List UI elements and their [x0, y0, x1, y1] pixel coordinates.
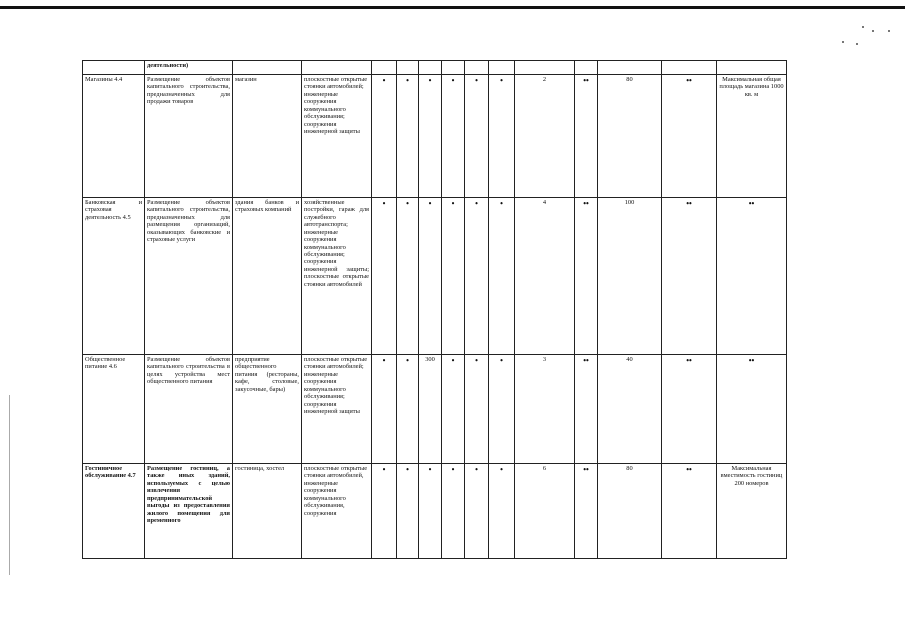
max-floors: 6	[515, 464, 575, 559]
param-cell: •	[465, 75, 489, 198]
param-cell: ••	[662, 75, 717, 198]
param-cell: •	[489, 355, 515, 464]
param-cell: •	[465, 355, 489, 464]
special-note: ••	[717, 198, 787, 355]
table-row	[83, 75, 787, 198]
param-cell: ••	[575, 75, 598, 198]
param-cell: •	[442, 355, 465, 464]
param-cell: •	[397, 198, 419, 355]
top-border-line	[0, 6, 905, 9]
continuation-row	[83, 61, 787, 75]
max-floors: 4	[515, 198, 575, 355]
continuation-text: деятельности)	[145, 61, 233, 75]
scan-speck	[888, 30, 890, 32]
scan-speck	[872, 30, 874, 32]
use-name: Магазины 4.4	[83, 75, 145, 198]
max-floors: 2	[515, 75, 575, 198]
land-use-regulations-table	[82, 60, 787, 559]
special-note: ••	[717, 355, 787, 464]
scan-speck	[842, 41, 844, 43]
param-cell: •	[442, 464, 465, 559]
use-name: Гостиничное обслуживание 4.7	[83, 464, 145, 559]
auxiliary-objects: плоскостные открытые стоянки автомобилей, инженерные сооружения коммунального обслуживания, сооружения	[302, 464, 372, 559]
auxiliary-objects: хозяйственные постройки, гараж для служебного автотранспорта; инженерные сооружения коммунального обслуживания; сооружения инженерной защиты; плоскостные открытые стоянки автомобилей	[302, 198, 372, 355]
scan-speck	[862, 26, 864, 28]
max-floors: 3	[515, 355, 575, 464]
max-coverage-percent: 80	[598, 464, 662, 559]
param-cell: •	[465, 198, 489, 355]
param-cell: •	[397, 464, 419, 559]
param-cell: •	[442, 198, 465, 355]
table-row	[83, 355, 787, 464]
param-cell: ••	[575, 355, 598, 464]
param-cell: •	[372, 198, 397, 355]
scan-speck	[856, 43, 858, 45]
param-cell: ••	[662, 198, 717, 355]
param-cell: •	[489, 75, 515, 198]
table-row	[83, 464, 787, 559]
auxiliary-objects: плоскостные открытые стоянки автомобилей; инженерные сооружения коммунального обслуживания; сооружения инженерной защиты	[302, 75, 372, 198]
use-name: Банковская и страховая деятельность 4.5	[83, 198, 145, 355]
param-cell: •	[442, 75, 465, 198]
param-cell: •	[397, 355, 419, 464]
auxiliary-objects: плоскостные открытые стоянки автомобилей; инженерные сооружения коммунального обслуживания; сооружения инженерной защиты	[302, 355, 372, 464]
permitted-objects: магазин	[233, 75, 302, 198]
permitted-objects: гостиница, хостел	[233, 464, 302, 559]
param-cell: •	[372, 75, 397, 198]
scan-edge-line	[9, 395, 10, 575]
max-coverage-percent: 40	[598, 355, 662, 464]
param-cell: ••	[575, 464, 598, 559]
param-cell: •	[489, 464, 515, 559]
use-description: Размещение объектов капитального строительства в целях устройства мест общественного питания	[145, 355, 233, 464]
max-coverage-percent: 80	[598, 75, 662, 198]
use-name: Общественное питание 4.6	[83, 355, 145, 464]
param-cell: 300	[419, 355, 442, 464]
table-row	[83, 198, 787, 355]
permitted-objects: здания банков и страховых компаний	[233, 198, 302, 355]
param-cell: •	[419, 75, 442, 198]
param-cell: •	[372, 464, 397, 559]
param-cell: •	[465, 464, 489, 559]
permitted-objects: предприятие общественного питания (рестораны, кафе, столовые, закусочные, бары)	[233, 355, 302, 464]
param-cell: ••	[575, 198, 598, 355]
param-cell: •	[419, 198, 442, 355]
special-note: Максимальная вместимость гостиниц 200 номеров	[717, 464, 787, 559]
param-cell: •	[397, 75, 419, 198]
max-coverage-percent: 100	[598, 198, 662, 355]
param-cell: ••	[662, 464, 717, 559]
special-note: Максимальная общая площадь магазина 1000 кв. м	[717, 75, 787, 198]
param-cell: •	[489, 198, 515, 355]
use-description: Размещение объектов капитального строительства, предназначенных для продажи товаров	[145, 75, 233, 198]
param-cell: ••	[662, 355, 717, 464]
param-cell: •	[372, 355, 397, 464]
use-description: Размещение гостиниц, а также иных зданий, используемых с целью извлечения предпринимательской выгоды из предоставления жилого помещения для временного	[145, 464, 233, 559]
use-description: Размещение объектов капитального строительства, предназначенных для размещения организаций, оказывающих банковские и страховые услуги	[145, 198, 233, 355]
param-cell: •	[419, 464, 442, 559]
